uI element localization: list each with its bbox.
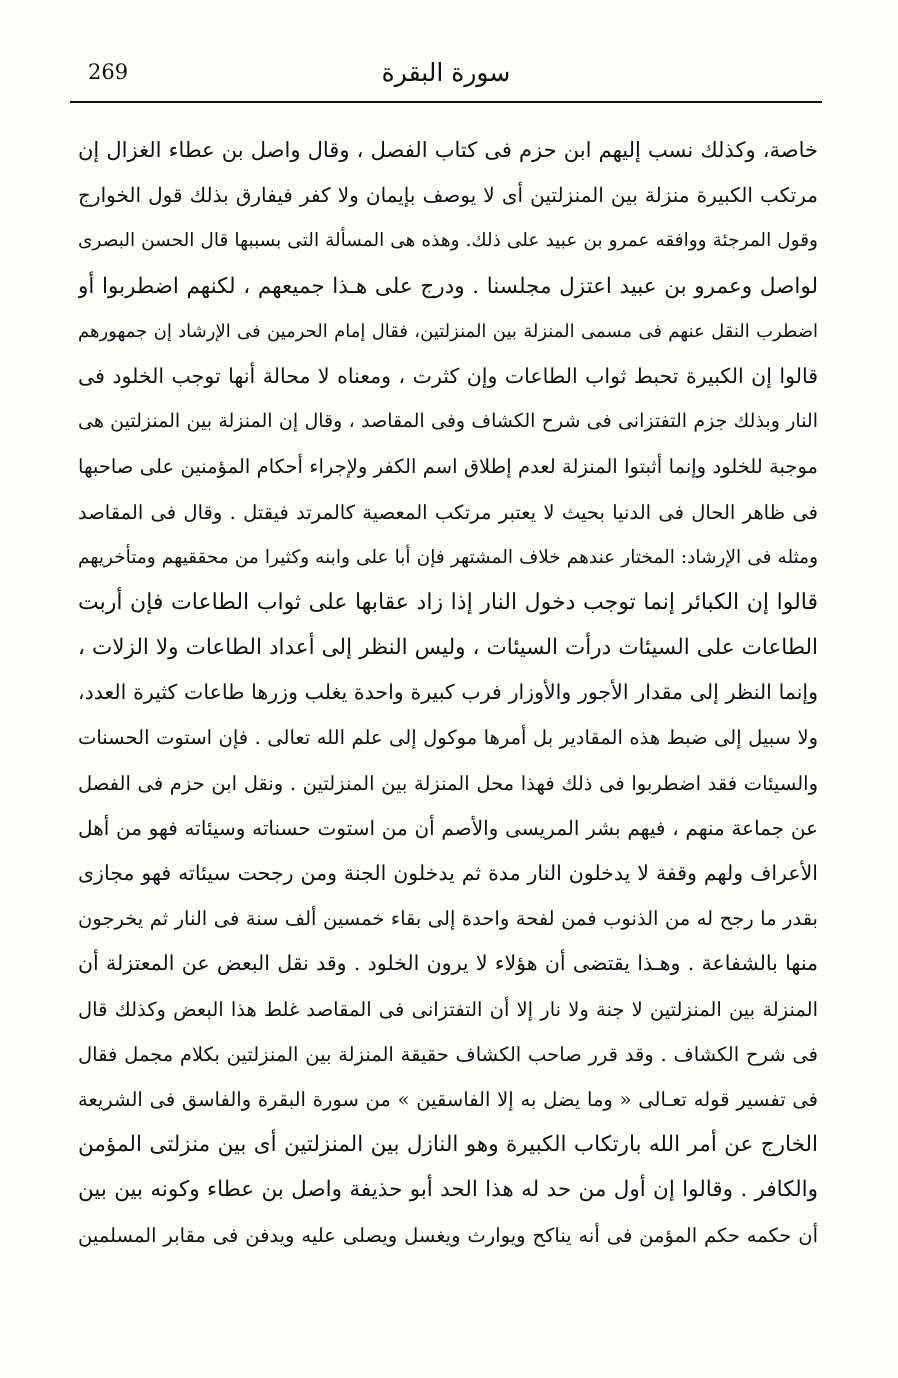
text-line: قالوا إن الكبيرة تحبط ثواب الطاعات وإن كثرت ، ومعناه لا محالة أنها توجب الخلود فى xyxy=(78,363,818,388)
text-line: وإنما النظر إلى مقدار الأجور والأوزار فرب كبيرة واحدة يغلب وزرها طاعات كثيرة العدد، xyxy=(78,680,818,705)
text-line: اضطرب النقل عنهم فى مسمى المنزلة بين المنزلتين، فقال إمام الحرمين فى الإرشاد إن جمهورهم xyxy=(78,320,818,342)
text-line: والسيئات فقد اضطربوا فى ذلك فهذا محل المنزلة بين المنزلتين . ونقل ابن حزم فى الفصل xyxy=(78,771,818,795)
text-line: النار وبذلك جزم التفتزانى فى شرح الكشاف وفى المقاصد ، وقال إن المنزلة بين المنزلتين هى xyxy=(78,410,818,433)
header-rule xyxy=(70,101,822,103)
text-line: الخارج عن أمر الله بارتكاب الكبيرة وهو النازل بين المنزلتين أى بين منزلتى المؤمن xyxy=(78,1132,818,1158)
running-title: سورة البقرة xyxy=(381,58,511,87)
text-line: فى ظاهر الحال فى الدنيا بحيث لا يعتبر مرتكب المعصية كالمرتد فيقتل . وقال فى المقاصد xyxy=(78,500,818,524)
text-line: قالوا إن الكبائر إنما توجب دخول النار إذا زاد عقابها على ثواب الطاعات فإن أربت xyxy=(78,589,818,615)
text-line: الطاعات على السيئات درأت السيئات ، وليس النظر إلى أعداد الطاعات ولا الزلات ، xyxy=(78,635,818,661)
text-line: منها بالشفاعة . وهـذا يقتضى أن هؤلاء لا يرون الخلود . وقد نقل البعض عن المعتزلة أن xyxy=(78,951,818,976)
text-line: المنزلة بين المنزلتين لا جنة ولا نار إلا أن التفتزانى فى المقاصد غلط هذا البعض وكذلك قال xyxy=(78,997,818,1021)
text-line: عن جماعة منهم ، فيهم بشر المريسى والأصم أن من استوت حسناته وسيئاته فهو من أهل xyxy=(78,815,818,840)
text-line: والكافر . وقالوا إن أول من حد له هذا الحد أبو حذيفة واصل بن عطاء وكونه بين بين xyxy=(78,1177,818,1203)
text-line: لواصل وعمرو بن عبيد اعتزل مجلسنا . ودرج على هـذا جميعهم ، لكنهم اضطربوا أو xyxy=(78,273,818,299)
page-number: 269 xyxy=(88,60,129,84)
text-line: خاصة، وكذلك نسب إليهم ابن حزم فى كتاب الفصل ، وقال واصل بن عطاء الغزال إن xyxy=(78,138,818,162)
text-line: بقدر ما رجح له من الذنوب فمن لفحة واحدة إلى بقاء خمسين ألف سنة فى النار ثم يخرجون xyxy=(78,907,818,931)
body-text xyxy=(78,128,818,1258)
text-line: موجبة للخلود وإنما أثبتوا المنزلة لعدم إطلاق اسم الكفر ولإجراء أحكام المؤمنين على صاحبها xyxy=(78,455,818,479)
text-line: فى شرح الكشاف . وقد قرر صاحب الكشاف حقيقة المنزلة بين المنزلتين بكلام مجمل فقال xyxy=(78,1042,818,1066)
text-line: ولا سبيل إلى ضبط هذه المقادير بل أمرها موكول إلى علم الله تعالى . فإن استوت الحسنات xyxy=(78,726,818,750)
text-line: وقول المرجئة ووافقه عمرو بن عبيد على ذلك. وهذه هى المسألة التى بسببها قال الحسن البصرى xyxy=(78,230,818,252)
page-header xyxy=(70,58,822,98)
text-line: ومثله فى الإرشاد: المختار عندهم خلاف المشتهر فإن أبا على وابنه وكثيرا من محققيهم ومتأخريهم xyxy=(78,546,818,568)
text-line: فى تفسير قوله تعـالى « وما يضل به إلا الفاسقين » من سورة البقرة والفاسق فى الشريعة xyxy=(78,1087,818,1111)
text-line: الأعراف ولهم وقفة لا يدخلون النار مدة ثم يدخلون الجنة ومن رجحت سيئاته فهو مجازى xyxy=(78,861,818,885)
text-line: أن حكمه حكم المؤمن فى أنه يناكح ويوارث ويغسل ويصلى عليه ويدفن فى مقابر المسلمين xyxy=(78,1223,818,1247)
text-line: مرتكب الكبيرة منزلة بين المنزلتين أى لا يوصف بإيمان ولا كفر فيفارق بذلك قول الخوارج xyxy=(78,183,818,208)
